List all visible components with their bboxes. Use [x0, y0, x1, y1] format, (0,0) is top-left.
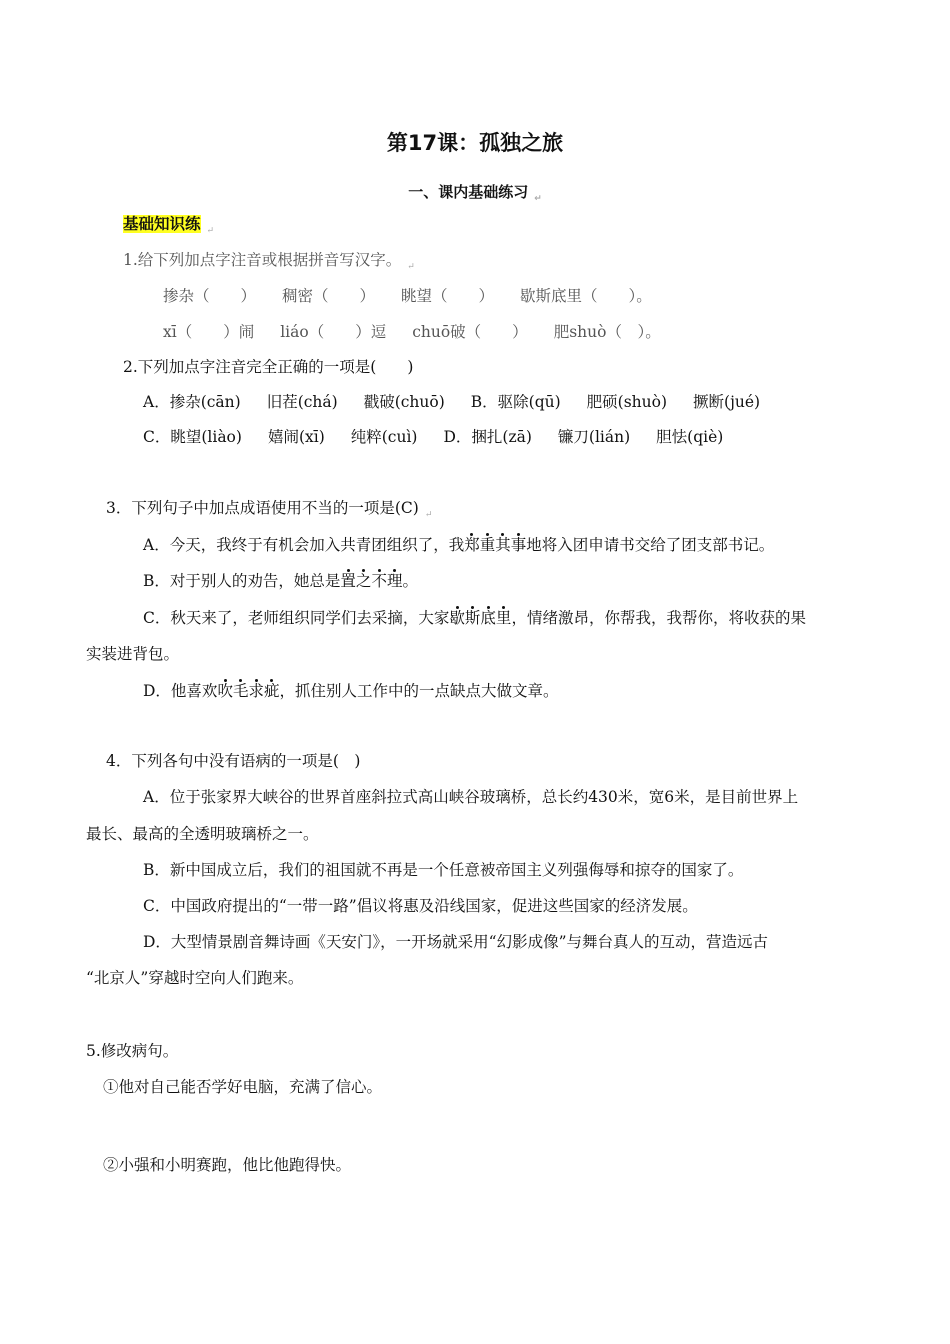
q2-option: A．掺杂(cān) — [143, 393, 241, 411]
q3-c-pre: C．秋天来了，老师组织同学们去采摘，大家 — [143, 609, 450, 627]
q2-options-ab — [143, 391, 786, 413]
q5-stem: 5.修改病句。 — [86, 1042, 179, 1060]
dotted-char: 理 — [386, 572, 403, 590]
return-mark: ↵ — [534, 194, 542, 204]
q2-option: 嬉闹(xī) — [267, 428, 325, 446]
q2-option: 戳破(chuō) — [363, 393, 445, 411]
q4-stem: 4．下列各句中没有语病的一项是( ) — [106, 752, 361, 770]
q5-item-1: ①他对自己能否学好电脑，充满了信心。 — [103, 1078, 383, 1096]
q1-stem-text: 1.给下列加点字注音或根据拼音写汉字。 — [123, 251, 402, 269]
q3-stem — [106, 497, 432, 526]
q1-row1 — [163, 285, 678, 307]
q1-item: 眺望（ ） — [401, 287, 495, 305]
section-heading-text: 一、课内基础练习 — [408, 183, 529, 201]
dotted-idiom — [217, 682, 279, 700]
dotted-idiom — [340, 572, 402, 590]
q4-option-b: B．新中国成立后，我们的祖国就不再是一个任意被帝国主义列强侮辱和掠夺的国家了。 — [143, 861, 744, 879]
q1-item: liáo（ ）逗 — [280, 323, 387, 341]
q4-option-a-cont: 最长、最高的全透明玻璃桥之一。 — [86, 825, 319, 843]
section-heading — [0, 181, 950, 204]
q2-option: 撅断(jué) — [693, 393, 761, 411]
q1-item: chuō破（ ） — [412, 323, 528, 341]
q2-option: 旧茬(chá) — [266, 393, 338, 411]
q4-option-a: A．位于张家界大峡谷的世界首座斜拉式高山峡谷玻璃桥，总长约430米，宽6米，是目前世界上 — [143, 788, 799, 806]
q3-b-post: 。 — [402, 572, 418, 590]
dotted-char: 之 — [355, 572, 372, 590]
dotted-char: 底 — [480, 609, 496, 627]
q3-d-post: ，抓住别人工作中的一点缺点大做文章。 — [279, 682, 559, 700]
q5-item-2: ②小强和小明赛跑，他比他跑得快。 — [103, 1156, 352, 1174]
dotted-char: 其 — [495, 536, 511, 554]
q1-item: 歇斯底里（ ）。 — [520, 287, 652, 305]
dotted-char: 吹 — [217, 682, 233, 700]
q2-option: 肥硕(shuò) — [586, 393, 668, 411]
q4-option-d-cont: “北京人”穿越时空向人们跑来。 — [86, 969, 304, 987]
q3-option-a — [143, 534, 774, 556]
q2-stem: 2.下列加点字注音完全正确的一项是( ) — [123, 358, 414, 376]
dotted-char: 不 — [371, 572, 387, 590]
dotted-char: 事 — [510, 536, 527, 554]
q2-option: 纯粹(cuì) — [350, 428, 418, 446]
q3-a-post: 地将入团申请书交给了团支部书记。 — [526, 536, 775, 554]
dotted-char: 重 — [479, 536, 496, 554]
q1-row2 — [163, 321, 687, 343]
q3-c-post: ，情绪激昂，你帮我，我帮你，将收获的果 — [511, 609, 806, 627]
q3-stem-text: 3．下列句子中加点成语使用不当的一项是(C) — [106, 499, 419, 517]
dotted-idiom — [449, 609, 511, 627]
q2-option: 胆怯(qiè) — [656, 428, 724, 446]
q2-option: B．驱除(qū) — [470, 393, 561, 411]
q1-stem — [123, 249, 415, 278]
highlight-label: 基础知识练 — [123, 215, 201, 233]
q3-option-d — [143, 680, 559, 702]
dotted-char: 歇 — [449, 609, 465, 627]
q1-item: xī（ ）闹 — [163, 323, 255, 341]
return-mark: ↵ — [424, 510, 433, 520]
q3-option-c-cont: 实装进背包。 — [86, 645, 180, 663]
q3-option-c — [143, 607, 806, 629]
q1-item: 稠密（ ） — [282, 287, 376, 305]
dotted-char: 郑 — [464, 536, 480, 554]
return-mark: ↵ — [206, 226, 215, 236]
q2-options-cd — [143, 426, 749, 448]
q3-a-pre: A．今天，我终于有机会加入共青团组织了，我 — [143, 536, 465, 554]
q1-item: 肥shuò（ ）。 — [553, 323, 661, 341]
q4-option-d: D．大型情景剧音舞诗画《天安门》，一开场就采用“幻影成像”与舞台真人的互动，营造远古 — [143, 933, 769, 951]
q2-option: D．捆扎(zā) — [443, 428, 532, 446]
dotted-char: 求 — [248, 682, 264, 700]
dotted-char: 里 — [495, 609, 512, 627]
q3-option-b — [143, 570, 418, 592]
page-title: 第17课：孤独之旅 — [386, 131, 564, 155]
q3-d-pre: D．他喜欢 — [143, 682, 218, 700]
q3-b-pre: B．对于别人的劝告，她总是 — [143, 572, 341, 590]
dotted-char: 斯 — [464, 609, 481, 627]
dotted-idiom — [464, 536, 526, 554]
q2-option: C．眺望(liào) — [143, 428, 242, 446]
dotted-char: 疵 — [263, 682, 280, 700]
return-mark: ↵ — [407, 262, 415, 272]
basic-knowledge-label — [123, 213, 214, 242]
q1-item: 掺杂（ ） — [163, 287, 257, 305]
dotted-char: 毛 — [232, 682, 249, 700]
dotted-char: 置 — [340, 572, 356, 590]
q4-option-c: C．中国政府提出的“一带一路”倡议将惠及沿线国家，促进这些国家的经济发展。 — [143, 897, 698, 915]
q2-option: 镰刀(lián) — [557, 428, 631, 446]
